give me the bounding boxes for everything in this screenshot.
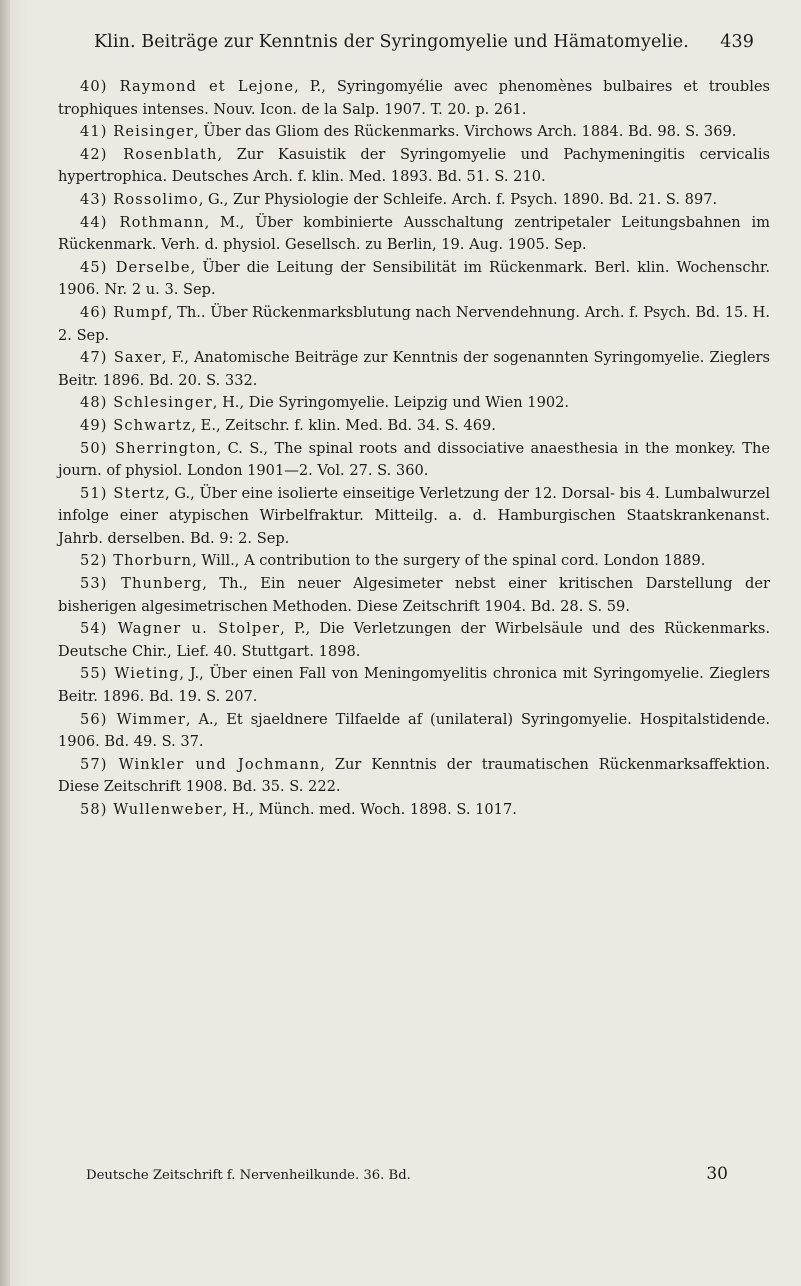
reference-item [58,392,770,415]
reference-author: 47) Saxer [80,349,162,367]
page-binding-edge [0,0,10,1286]
reference-item [58,144,770,189]
reference-item [58,709,770,754]
reference-author: 55) Wieting [80,665,180,683]
reference-item [58,257,770,302]
reference-author: 50) Sherrington [80,439,217,457]
reference-text: , A., Et sjaeldnere Tilfaelde af (unilateral) Syringomyelie. Hospitalstidende. 1906. Bd. 49. S. 37. [58,710,770,751]
reference-author: 52) Thorburn [80,552,193,570]
reference-author: 53) Thunberg [80,575,203,593]
reference-item [58,76,770,121]
reference-author: 49) Schwartz [80,416,192,434]
reference-text: , H., Die Syringomyelie. Leipzig und Wien 1902. [212,394,570,412]
reference-text: , Th.. Über Rückenmarksblutung nach Nervendehnung. Arch. f. Psych. Bd. 15. H. 2. Sep. [58,303,770,344]
reference-text: , Über die Leitung der Sensibilität im Rückenmark. Berl. klin. Wochenschr. 1906. Nr. 2 u. 3. Sep. [58,258,770,299]
reference-text: , Über das Gliom des Rückenmarks. Virchows Arch. 1884. Bd. 98. S. 369. [194,123,737,141]
reference-item [58,189,770,212]
reference-text: , M., Über kombinierte Ausschaltung zentripetaler Leitungsbahnen im Rückenmark. Verh. d. physiol. Gesellsch. zu Berlin, 19. Aug. 1905. Sep. [58,213,770,254]
reference-author: 42) Rosenblath [80,145,218,163]
page-footer [86,1164,736,1184]
reference-author: 43) Rossolimo [80,190,199,208]
reference-text: , F., Anatomische Beiträge zur Kenntnis der sogenannten Syringomyelie. Zieglers Beitr. 1896. Bd. 20. S. 332. [58,349,771,389]
reference-item [58,415,770,438]
reference-text: , J., Über einen Fall von Meningomyelitis chronica mit Syringomyelie. Zieglers Beitr. 1896. Bd. 19. S. 207. [58,665,770,706]
reference-text: , Th., Ein neuer Algesimeter nebst einer kritischen Darstellung der bisherigen algesimetrischen Methoden. Diese Zeitschrift 1904. Bd. 28. S. 59. [58,575,770,615]
reference-item [58,550,770,573]
reference-author: 48) Schlesinger [80,394,213,412]
reference-item [58,799,770,822]
reference-text: , P., Die Verletzungen der Wirbelsäule und des Rückenmarks. Deutsche Chir., Lief. 40. Stuttgart. 1898. [58,620,770,660]
reference-text: , H., Münch. med. Woch. 1898. S. 1017. [222,801,517,818]
reference-text: , P., Syringomyélie avec phenomènes bulbaires et troubles trophiques intenses. Nouv. Icon. de la Salp. 1907. T. 20. p. 261. [58,78,770,118]
reference-text: , G., Zur Physiologie der Schleife. Arch. f. Psych. 1890. Bd. 21. S. 897. [198,190,718,208]
reference-item [58,483,770,551]
reference-text: , C. S., The spinal roots and dissociative anaesthesia in the monkey. The journ. of physiol. London 1901—2. Vol. 27. S. 360. [58,439,770,480]
reference-author: 51) Stertz [80,484,166,502]
signature-mark: 30 [706,1164,728,1184]
reference-author: 44) Rothmann [80,213,205,231]
reference-text: , E., Zeitschr. f. klin. Med. Bd. 34. S. 469. [191,416,496,434]
reference-item [58,302,770,347]
reference-author: 56) Wimmer [80,710,186,728]
reference-list [58,76,770,822]
reference-item [58,438,770,483]
footer-journal: Deutsche Zeitschrift f. Nervenheilkunde. 36. Bd. [86,1168,411,1183]
running-header [94,32,754,52]
reference-author: 54) Wagner u. Stolper [80,620,281,638]
reference-item [58,212,770,257]
reference-text: , Zur Kasuistik der Syringomyelie und Pachymeningitis cervicalis hypertrophica. Deutsches Arch. f. klin. Med. 1893. Bd. 51. S. 210. [58,145,770,186]
reference-author: 40) Raymond et Lejone [80,78,295,95]
reference-author: 58) Wullenweber [80,801,223,818]
reference-item [58,618,770,663]
reference-author: 41) Reisinger [80,123,195,141]
reference-author: 57) Winkler und Jochmann [80,755,321,773]
reference-item [58,754,770,799]
reference-text: , Zur Kenntnis der traumatischen Rückenmarksaffektion. Diese Zeitschrift 1908. Bd. 35. S. 222. [58,755,770,796]
reference-text: , Will., A contribution to the surgery of the spinal cord. London 1889. [192,552,706,570]
reference-item [58,663,770,708]
reference-item [58,347,770,392]
reference-item [58,121,770,144]
reference-author: 46) Rumpf [80,303,168,321]
reference-item [58,573,770,618]
running-title: Klin. Beiträge zur Kenntnis der Syringomyelie und Hämatomyelie. [94,32,689,52]
page-number: 439 [720,32,754,52]
reference-text: , G., Über eine isolierte einseitige Verletzung der 12. Dorsal- bis 4. Lumbalwurzel infolge einer atypischen Wirbelfraktur. Mitteilg. a. d. Hamburgischen Staatskrankenanst. Jahrb. derselben. Bd. 9: 2. Sep. [58,484,771,547]
reference-author: 45) Derselbe [80,258,191,276]
